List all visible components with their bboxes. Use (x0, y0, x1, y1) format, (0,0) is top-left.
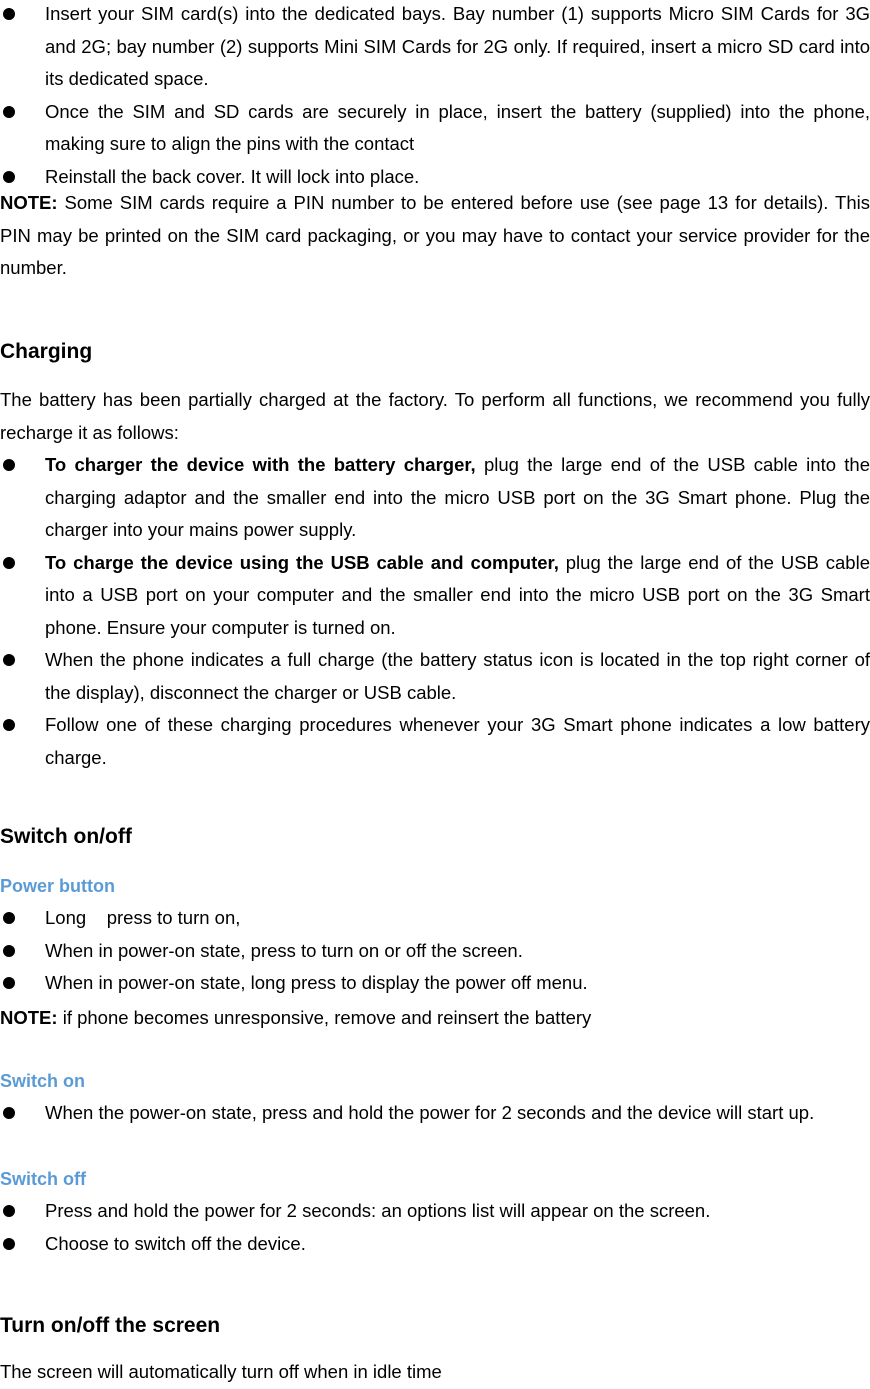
list-item: Press and hold the power for 2 seconds: an options list will appear on the screen. (0, 1195, 870, 1228)
screen-paragraph: The screen will automatically turn off when in idle time (0, 1361, 442, 1382)
list-item: Once the SIM and SD cards are securely in place, insert the battery (supplied) into the phone, making sure to align the pins with the contact (0, 96, 870, 161)
list-item: To charge the device using the USB cable and computer, plug the large end of the USB cable into a USB port on your computer and the smaller end into the micro USB port on the 3G Smart phone. Ensure your computer is turned on. (0, 547, 870, 645)
note-paragraph: NOTE: Some SIM cards require a PIN number to be entered before use (see page 13 for details). This PIN may be printed on the SIM card packaging, or you may have to contact your service provider for the number. (0, 192, 870, 278)
list-item: When the phone indicates a full charge (the battery status icon is located in the top right corner of the display), disconnect the charger or USB cable. (0, 644, 870, 709)
bullet-icon (3, 1238, 15, 1250)
bullet-icon (3, 106, 15, 118)
bullet-icon (3, 1107, 15, 1119)
note-paragraph: NOTE: if phone becomes unresponsive, remove and reinsert the battery (0, 1007, 592, 1028)
switch-on-bullet-list (0, 1097, 870, 1130)
section-heading-screen: Turn on/off the screen (0, 1314, 221, 1337)
subheading-switch-off: Switch off (0, 1169, 86, 1189)
bullet-icon (3, 1205, 15, 1217)
list-item: Insert your SIM card(s) into the dedicated bays. Bay number (1) supports Micro SIM Cards for 3G and 2G; bay number (2) supports Mini SIM Cards for 2G only. If required, insert a micro SD card into its dedicated space. (0, 0, 870, 96)
switch-off-heading-block (0, 1165, 870, 1193)
bullet-icon (3, 719, 15, 731)
switch-off-bullet-list (0, 1195, 870, 1260)
bullet-icon (3, 977, 15, 989)
list-item: When in power-on state, long press to display the power off menu. (0, 967, 870, 1000)
charging-heading-block (0, 337, 870, 367)
intro-bullet-list (0, 0, 870, 193)
bullet-icon (3, 171, 15, 183)
note-label: NOTE: (0, 192, 58, 213)
charging-bullet-list (0, 449, 870, 774)
switch-on-heading-block (0, 1067, 870, 1095)
bullet-icon (3, 557, 15, 569)
subheading-power-button: Power button (0, 876, 115, 896)
screen-heading-block (0, 1311, 870, 1341)
switch-heading-block (0, 822, 870, 852)
list-item: Follow one of these charging procedures whenever your 3G Smart phone indicates a low battery charge. (0, 709, 870, 774)
list-item: Choose to switch off the device. (0, 1228, 870, 1261)
charging-intro: The battery has been partially charged at the factory. To perform all functions, we recommend you fully recharge it as follows: (0, 389, 870, 443)
list-item: When in power-on state, press to turn on or off the screen. (0, 935, 870, 968)
power-button-bullet-list (0, 902, 870, 1000)
bullet-icon (3, 8, 15, 20)
note-label: NOTE: (0, 1007, 58, 1028)
section-heading-switch: Switch on/off (0, 825, 132, 848)
list-item: When the power-on state, press and hold the power for 2 seconds and the device will start up. (0, 1097, 870, 1130)
bullet-icon (3, 654, 15, 666)
subheading-switch-on: Switch on (0, 1071, 85, 1091)
section-heading-charging: Charging (0, 340, 93, 363)
list-item: Long press to turn on, (0, 902, 870, 935)
power-button-heading-block (0, 872, 870, 900)
list-item: To charger the device with the battery charger, plug the large end of the USB cable into the charging adaptor and the smaller end into the micro USB port on the 3G Smart phone. Plug the charger into your mains power supply. (0, 449, 870, 547)
bullet-icon (3, 459, 15, 471)
bullet-icon (3, 912, 15, 924)
list-item: Reinstall the back cover. It will lock into place. (0, 161, 870, 194)
bullet-icon (3, 945, 15, 957)
